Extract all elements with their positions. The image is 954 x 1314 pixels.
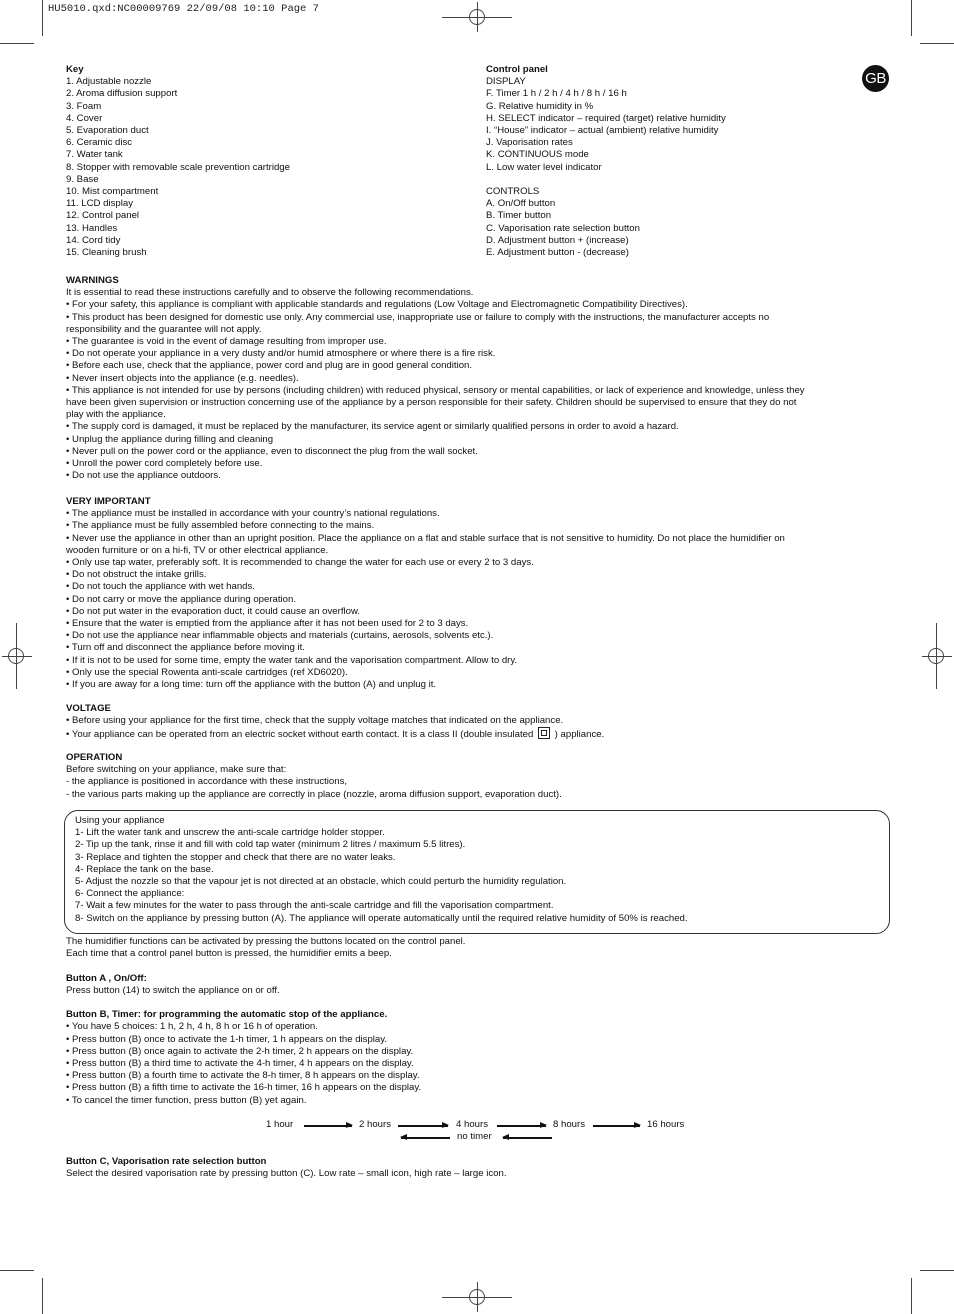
timer-step-16h: 16 hours: [647, 1119, 685, 1130]
very-important-line: • Only use the special Rowenta anti-scale cartridges (ref XD6020).: [66, 666, 348, 678]
key-item: 11. LCD display: [66, 198, 134, 210]
voltage-text: ) appliance.: [554, 729, 605, 741]
intro-line: Each time that a control panel button is pressed, the humidifier emits a beep.: [66, 948, 392, 960]
operation-section: [66, 752, 886, 801]
key-item: 12. Control panel: [66, 210, 140, 222]
using-step: 5- Adjust the nozzle so that the vapour jet is not directed at an obstacle, which could perturb the humidity regulation.: [75, 876, 567, 888]
key-item: 7. Water tank: [66, 149, 123, 161]
button-a-text: Press button (14) to switch the appliance on or off.: [66, 984, 280, 996]
button-a-title: Button A , On/Off:: [66, 972, 147, 984]
key-item: 1. Adjustable nozzle: [66, 76, 152, 88]
timer-step-1h: 1 hour: [266, 1119, 294, 1130]
very-important-line: • Do not carry or move the appliance during operation.: [66, 593, 297, 605]
very-important-line: wooden furniture or on a hi-fi, TV or other electrical appliance.: [66, 544, 329, 556]
operation-line: - the appliance is positioned in accordance with these instructions,: [66, 776, 348, 788]
warnings-line: have been given supervision or instruction concerning use of the appliance by a person responsible for their safety. Children should be supervised to ensure that they do not: [66, 397, 797, 409]
button-b-line: • Press button (B) a fifth time to activate the 16-h timer, 16 h appears on the display.: [66, 1082, 422, 1094]
crop-mark: [920, 43, 954, 44]
button-b-line: • You have 5 choices: 1 h, 2 h, 4 h, 8 h or 16 h of operation.: [66, 1021, 318, 1033]
very-important-line: • Do not use the appliance near inflammable objects and materials (curtains, aerosols, solvents etc.).: [66, 630, 494, 642]
arrow-left-icon: [503, 1137, 552, 1139]
button-c-section: [66, 1156, 886, 1180]
button-c-text: Select the desired vaporisation rate by pressing button (C). Low rate – small icon, high rate – large icon.: [66, 1168, 507, 1180]
timer-step-4h: 4 hours: [456, 1119, 488, 1130]
very-important-line: • Do not put water in the evaporation duct, it could cause an overflow.: [66, 605, 361, 617]
key-item: 15. Cleaning brush: [66, 247, 147, 259]
controls-item: E. Adjustment button - (decrease): [486, 247, 629, 259]
controls-item: C. Vaporisation rate selection button: [486, 222, 640, 234]
using-step: 6- Connect the appliance:: [75, 888, 185, 900]
warnings-line: • This product has been designed for domestic use only. Any commercial use, inappropriate use or failure to comply with the instructions, the manufacturer accepts no: [66, 311, 770, 323]
arrow-right-icon: [497, 1125, 546, 1127]
using-step: 2- Tip up the tank, rinse it and fill with cold tap water (minimum 2 litres / maximum 5.5 litres).: [75, 839, 466, 851]
voltage-title: VOLTAGE: [66, 703, 111, 714]
very-important-line: • If you are away for a long time: turn off the appliance with the button (A) and unplug it.: [66, 679, 437, 691]
language-badge: GB: [862, 65, 889, 92]
warnings-title: WARNINGS: [66, 275, 119, 286]
button-b-line: • Press button (B) once again to activate the 2-h timer, 2 h appears on the display.: [66, 1045, 414, 1057]
crop-mark: [0, 43, 34, 44]
button-c-title: Button C, Vaporisation rate selection button: [66, 1156, 267, 1167]
very-important-line: • Do not touch the appliance with wet hands.: [66, 581, 255, 593]
voltage-text: • Your appliance can be operated from an electric socket without earth contact. It is a class II (double insulated: [66, 729, 534, 741]
warnings-line: responsibility and the guarantee will not apply.: [66, 323, 262, 335]
controls-item: D. Adjustment button + (increase): [486, 234, 629, 246]
key-item: 6. Ceramic disc: [66, 137, 133, 149]
using-step: 7- Wait a few minutes for the water to pass through the anti-scale cartridge and fill the vaporisation compartment.: [75, 900, 554, 912]
very-important-line: • Ensure that the water is emptied from the appliance after it has not been used for 2 to 3 days.: [66, 618, 469, 630]
crop-mark: [0, 1270, 34, 1271]
warnings-line: • Do not operate your appliance in a very dusty and/or humid atmosphere or where there is a fire risk.: [66, 348, 496, 360]
warnings-line: • The supply cord is damaged, it must be replaced by the manufacturer, its service agent or similarly qualified persons in order to avoid a hazard.: [66, 421, 679, 433]
display-title: DISPLAY: [486, 76, 526, 88]
using-step: 3- Replace and tighten the stopper and check that there are no water leaks.: [75, 851, 396, 863]
warnings-line: • Do not use the appliance outdoors.: [66, 470, 221, 482]
operation-line: Before switching on your appliance, make sure that:: [66, 764, 287, 776]
warnings-line: • Never insert objects into the appliance (e.g. needles).: [66, 372, 299, 384]
timer-step-8h: 8 hours: [553, 1119, 585, 1130]
crop-mark: [911, 1278, 912, 1314]
intro-line: The humidifier functions can be activated by pressing the buttons located on the control panel.: [66, 936, 466, 947]
button-b-line: • Press button (B) once to activate the 1-h timer, 1 h appears on the display.: [66, 1033, 388, 1045]
arrow-right-icon: [304, 1125, 352, 1127]
display-item: K. CONTINUOUS mode: [486, 149, 589, 161]
arrow-left-icon: [401, 1137, 450, 1139]
controls-title: CONTROLS: [486, 186, 540, 198]
display-item: G. Relative humidity in %: [486, 100, 594, 112]
warnings-line: • The guarantee is void in the event of damage resulting from improper use.: [66, 336, 387, 348]
key-item: 9. Base: [66, 173, 99, 185]
very-important-line: • Only use tap water, preferably soft. It is recommended to change the water for each use or every 2 to 3 days.: [66, 557, 534, 569]
key-item: 4. Cover: [66, 112, 103, 124]
key-item: 2. Aroma diffusion support: [66, 88, 178, 100]
button-b-line: • Press button (B) a fourth time to activate the 8-h timer, 8 h appears on the display.: [66, 1070, 420, 1082]
voltage-section: [66, 703, 886, 742]
warnings-line: • Unplug the appliance during filling and cleaning: [66, 433, 274, 445]
button-b-line: • Press button (B) a third time to activate the 4-h timer, 4 h appears on the display.: [66, 1058, 414, 1069]
very-important-line: • Never use the appliance in other than an upright position. Place the appliance on a flat and stable surface that is not sensitive to humidity. Do not place the humidifier on: [66, 532, 785, 544]
double-insulation-icon: [538, 727, 550, 739]
very-important-title: VERY IMPORTANT: [66, 496, 151, 507]
warnings-line: play with the appliance.: [66, 409, 166, 421]
key-item: 3. Foam: [66, 100, 102, 112]
using-appliance-box: [64, 810, 890, 934]
arrow-right-icon: [398, 1125, 448, 1127]
warnings-line: • Never pull on the power cord or the appliance, even to disconnect the plug from the wall socket.: [66, 445, 478, 457]
control-panel-title: Control panel: [486, 64, 548, 75]
warnings-line: • Before each use, check that the appliance, power cord and plug are in good general condition.: [66, 360, 473, 372]
warnings-line: • For your safety, this appliance is compliant with applicable standards and regulations (Low Voltage and Electromagnetic Compatibility Directives).: [66, 299, 688, 311]
key-item: 13. Handles: [66, 222, 118, 234]
display-item: J. Vaporisation rates: [486, 137, 573, 149]
very-important-section: [66, 496, 886, 691]
print-header: HU5010.qxd:NC00009769 22/09/08 10:10 Page 7: [48, 3, 319, 15]
using-step: 4- Replace the tank on the base.: [75, 863, 214, 875]
very-important-line: • Do not obstruct the intake grills.: [66, 569, 207, 581]
crop-mark: [42, 0, 43, 36]
control-panel-section: [486, 64, 726, 259]
key-item: 8. Stopper with removable scale prevention cartridge: [66, 161, 290, 173]
timer-flow-diagram: [0, 1118, 954, 1148]
voltage-line: • Before using your appliance for the first time, check that the supply voltage matches that indicated on the appliance.: [66, 715, 564, 727]
warnings-line: • Unroll the power cord completely before use.: [66, 458, 263, 470]
display-item: I. “House” indicator – actual (ambient) relative humidity: [486, 125, 719, 137]
key-section: [66, 64, 290, 259]
very-important-line: • Turn off and disconnect the appliance before moving it.: [66, 642, 305, 654]
very-important-line: • The appliance must be fully assembled before connecting to the mains.: [66, 520, 375, 532]
timer-step-2h: 2 hours: [359, 1119, 391, 1130]
crop-mark: [911, 0, 912, 36]
key-item: 14. Cord tidy: [66, 234, 121, 246]
warnings-line: It is essential to read these instructions carefully and to observe the following recommendations.: [66, 287, 474, 299]
arrow-right-icon: [593, 1125, 640, 1127]
using-appliance-title: Using your appliance: [75, 815, 165, 826]
warnings-section: [66, 275, 886, 482]
operation-title: OPERATION: [66, 752, 123, 763]
controls-item: B. Timer button: [486, 210, 552, 222]
display-item: L. Low water level indicator: [486, 161, 602, 173]
controls-item: A. On/Off button: [486, 198, 556, 210]
timer-no-timer: no timer: [457, 1131, 492, 1142]
key-title: Key: [66, 64, 84, 75]
key-item: 10. Mist compartment: [66, 186, 159, 198]
using-step: 8- Switch on the appliance by pressing button (A). The appliance will operate automatically until the required relative humidity of 50% is reached.: [75, 912, 688, 924]
key-item: 5. Evaporation duct: [66, 125, 149, 137]
operation-line: - the various parts making up the appliance are correctly in place (nozzle, aroma diffusion support, evaporation duct).: [66, 788, 562, 800]
warnings-line: • This appliance is not intended for use by persons (including children) with reduced physical, sensory or mental capabilities, or lack of experience and knowledge, unless they: [66, 384, 805, 396]
very-important-line: • The appliance must be installed in accordance with your country’s national regulations.: [66, 508, 440, 520]
button-b-line: • To cancel the timer function, press button (B) yet again.: [66, 1094, 307, 1106]
very-important-line: • If it is not to be used for some time, empty the water tank and the vaporisation compartment. Allow to dry.: [66, 654, 518, 666]
button-b-title: Button B, Timer: for programming the automatic stop of the appliance.: [66, 1009, 388, 1021]
display-item: F. Timer 1 h / 2 h / 4 h / 8 h / 16 h: [486, 88, 627, 100]
crop-mark: [920, 1270, 954, 1271]
control-panel-intro: [66, 936, 886, 1107]
display-item: H. SELECT indicator – required (target) relative humidity: [486, 112, 726, 124]
crop-mark: [42, 1278, 43, 1314]
using-step: 1- Lift the water tank and unscrew the anti-scale cartridge holder stopper.: [75, 827, 385, 839]
voltage-line-class-ii: [66, 727, 886, 741]
